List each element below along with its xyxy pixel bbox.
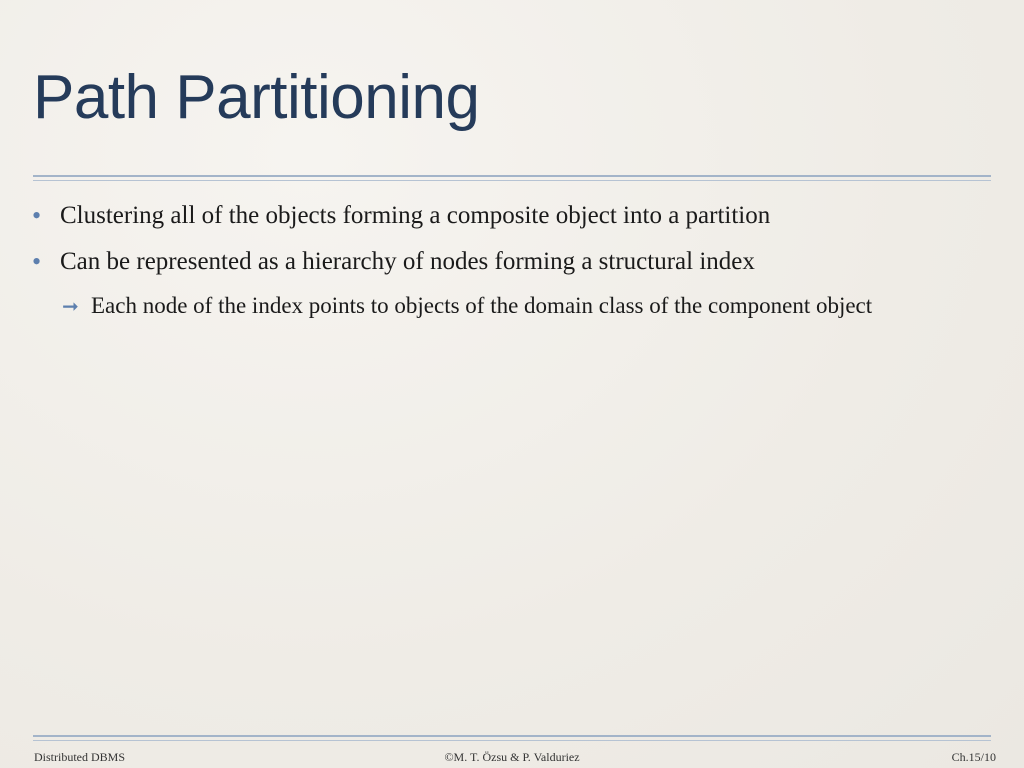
bullet-item xyxy=(30,244,995,280)
footer-divider-bottom xyxy=(33,740,991,741)
bullet-dot-icon: • xyxy=(32,247,42,276)
footer-course-name: Distributed DBMS xyxy=(34,750,126,764)
bullet-text: Can be represented as a hierarchy of nodes forming a structural index xyxy=(60,248,755,275)
footer-slide-number: Ch.15/10 xyxy=(951,750,996,764)
bullet-item xyxy=(30,198,995,234)
bullet-text: Clustering all of the objects forming a composite object into a partition xyxy=(60,202,771,229)
title-divider-top xyxy=(33,175,991,177)
arrow-right-icon: ➞ xyxy=(62,294,79,318)
bullet-list xyxy=(30,198,995,322)
bullet-dot-icon: • xyxy=(32,201,42,230)
footer-divider-top xyxy=(33,735,991,737)
sub-bullet-item xyxy=(62,290,995,322)
slide-title: Path Partitioning xyxy=(33,63,480,132)
title-divider-bottom xyxy=(33,180,991,181)
sub-bullet-text: Each node of the index points to objects of the domain class of the component object xyxy=(91,293,873,318)
footer-copyright: ©M. T. Özsu & P. Valduriez xyxy=(444,750,580,764)
